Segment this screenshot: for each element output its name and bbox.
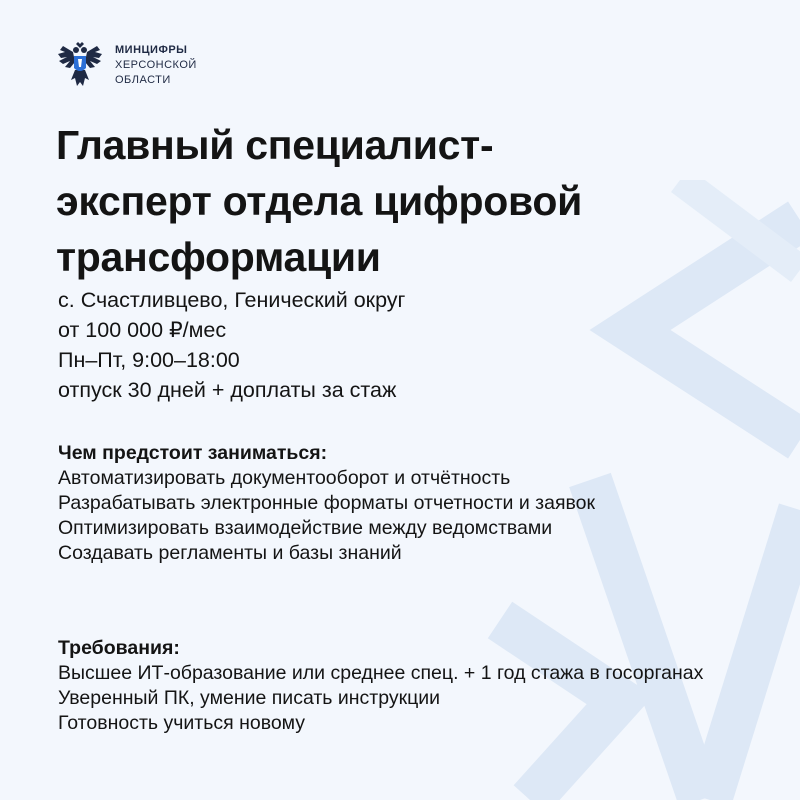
requirements-heading: Требования:: [58, 637, 180, 659]
duties-section: [58, 441, 718, 566]
title-line-3: трансформации: [56, 234, 381, 280]
logo: [55, 40, 197, 90]
logo-line-1: МИНЦИФРЫ: [115, 43, 188, 56]
duty-item: Разрабатывать электронные форматы отчетности и заявок: [58, 492, 596, 514]
duty-item: Создавать регламенты и базы знаний: [58, 542, 402, 564]
title-line-1: Главный специалист-: [56, 122, 494, 168]
logo-line-3: ОБЛАСТИ: [115, 73, 171, 86]
duty-item: Автоматизировать документооборот и отчётность: [58, 467, 511, 489]
requirement-item: Готовность учиться новому: [58, 712, 306, 734]
title-line-2: эксперт отдела цифровой: [56, 178, 582, 224]
duties-heading: Чем предстоит заниматься:: [58, 442, 328, 464]
requirements-section: [58, 636, 718, 736]
vacancy-title: [56, 117, 756, 285]
logo-text: [115, 43, 197, 88]
vacancy-info: [58, 285, 405, 405]
duty-item: Оптимизировать взаимодействие между ведомствами: [58, 517, 553, 539]
vacation: отпуск 30 дней + доплаты за стаж: [58, 378, 397, 402]
schedule: Пн–Пт, 9:00–18:00: [58, 348, 240, 372]
salary: от 100 000 ₽/мес: [58, 318, 227, 342]
requirement-item: Высшее ИТ-образование или среднее спец. + 1 год стажа в госорганах: [58, 662, 704, 684]
requirement-item: Уверенный ПК, умение писать инструкции: [58, 687, 441, 709]
eagle-emblem-icon: [55, 40, 105, 90]
location: с. Счастливцево, Генический округ: [58, 288, 406, 312]
logo-line-2: ХЕРСОНСКОЙ: [115, 58, 197, 71]
